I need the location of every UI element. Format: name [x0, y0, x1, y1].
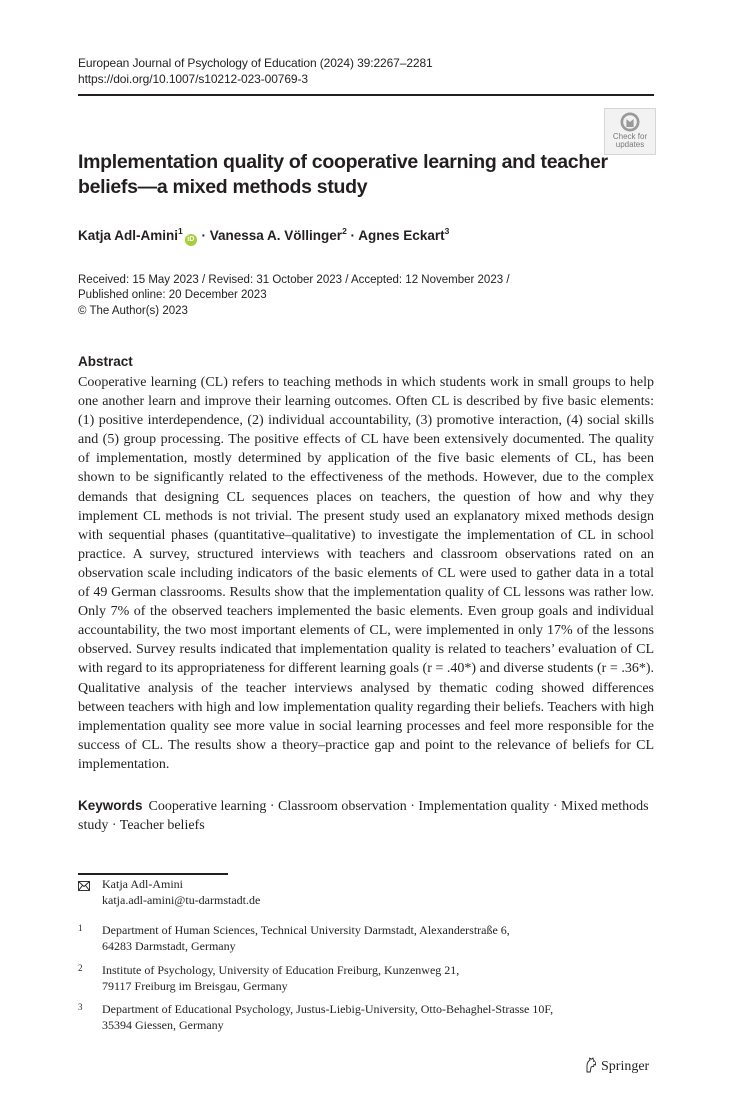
badge-label-line2: updates: [615, 140, 645, 149]
affiliation-line: Department of Educational Psychology, Justus-Liebig-University, Otto-Behaghel-Strasse 10F,: [102, 1002, 554, 1016]
doi-link[interactable]: https://doi.org/10.1007/s10212-023-00769-3: [78, 72, 308, 86]
affiliation-line: 35394 Giessen, Germany: [102, 1018, 224, 1032]
corresponding-author-name: Katja Adl-Amini: [102, 877, 183, 891]
author-separator: ·: [197, 228, 210, 243]
affiliation-number: 2: [78, 963, 83, 973]
author-affiliation-mark: 1: [178, 226, 183, 236]
keywords-section: [78, 796, 654, 835]
publisher-logo: [584, 1057, 649, 1075]
keywords-list: Cooperative learning · Classroom observation · Implementation quality · Mixed methods study · Teacher beliefs: [78, 799, 649, 833]
journal-citation: European Journal of Psychology of Education (2024) 39:2267–2281: [78, 56, 433, 70]
check-for-updates-badge[interactable]: [604, 108, 656, 155]
history-dates: Received: 15 May 2023 / Revised: 31 October 2023 / Accepted: 12 November 2023 /: [78, 274, 510, 286]
affiliation-number: 3: [78, 1002, 83, 1012]
keywords-label: Keywords: [78, 798, 143, 813]
check-for-updates-icon: [619, 111, 641, 133]
abstract-heading: Abstract: [78, 354, 133, 369]
author-affiliation-mark: 3: [444, 226, 450, 236]
affiliation-number: 1: [78, 923, 83, 933]
orcid-icon[interactable]: iD: [185, 234, 197, 246]
envelope-icon: [78, 880, 90, 896]
badge-label-line1: Check for: [612, 132, 648, 141]
author-separator: ·: [346, 228, 359, 243]
copyright-notice: © The Author(s) 2023: [78, 304, 188, 317]
author-name[interactable]: Katja Adl-Amini: [78, 228, 179, 243]
journal-header: [78, 55, 433, 87]
published-online-date: Published online: 20 December 2023: [78, 289, 267, 302]
affiliation-line: 64283 Darmstadt, Germany: [102, 939, 236, 953]
affiliation-line: Institute of Psychology, University of Education Freiburg, Kunzenweg 21,: [102, 963, 460, 977]
article-title: Implementation quality of cooperative learning and teacher beliefs—a mixed methods study: [78, 151, 608, 198]
footnote-rule: [78, 873, 228, 875]
author-affiliation-mark: 2: [342, 226, 347, 236]
author-name[interactable]: Agnes Eckart: [358, 228, 445, 243]
author-name[interactable]: Vanessa A. Völlinger: [209, 228, 343, 243]
corresponding-author-email[interactable]: katja.adl-amini@tu-darmstadt.de: [102, 893, 261, 907]
author-list: [78, 227, 449, 246]
affiliation-line: 79117 Freiburg im Breisgau, Germany: [102, 979, 288, 993]
springer-horse-icon: [584, 1057, 598, 1073]
publisher-name: Springer: [601, 1059, 650, 1074]
publication-dates: [78, 273, 510, 319]
abstract-text: Cooperative learning (CL) refers to teaching methods in which students work in small groups to help one another learn and improve their learning outcomes. Often CL is described by five basic elements: (1) positive interdependence, (2) individual accountability, (3) promotive interaction, (4) social skills and (5) group processing. The positive effects of CL have been extensively documented. The quality of implementation, mostly determined by application of the five basic elements of CL, has been shown to be significantly related to the effectiveness of the methods. However, due to the complex demands that designing CL sequences places on teachers, the question of how and why they implement CL methods is not trivial. The present study used an explanatory mixed methods design with sequential phases (quantitative–qualitative) to investigate the implementation of CL in school practice. A survey, structured interviews with teachers and classroom observations rated on an observation scale including indicators of the basic elements of CL were used to gather data in a total of 49 German classrooms. Results show that the implementation quality of CL lessons was rather low. Only 7% of the observed teachers implemented the basic elements. Even group goals and individual accountability, the two most important elements of CL, were implemented in only 17% of the lessons observed. Survey results indicated that implementation quality is related to teachers’ evaluation of CL with regard to its appropriateness for different learning goals (r = .40*) and diverse students (r = .36*). Qualitative analysis of the teacher interviews analysed by thematic coding showed differences between teachers with high and low implementation quality regarding their beliefs. Teachers with high implementation quality see more value in social learning processes and feel more responsible for the success of CL. The results show a theory–practice gap and point to the relevance of beliefs for CL implementation.: [78, 375, 654, 772]
header-rule: [78, 94, 654, 96]
affiliation-line: Department of Human Sciences, Technical University Darmstadt, Alexanderstraße 6,: [102, 923, 510, 937]
